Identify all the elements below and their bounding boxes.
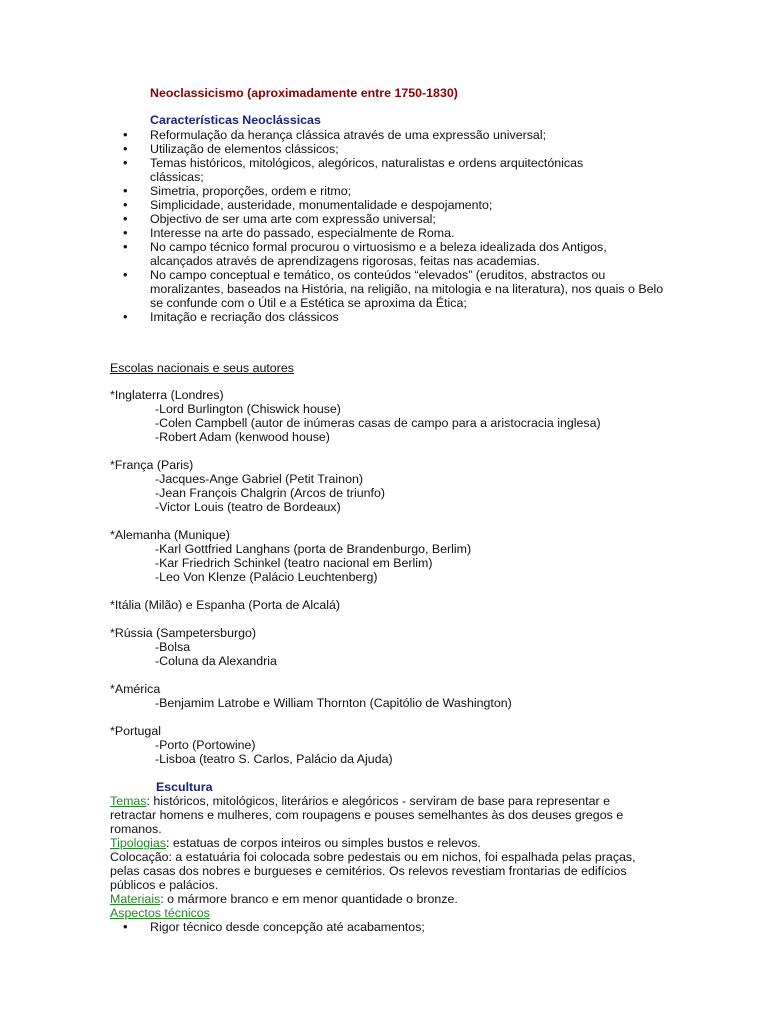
temas-text: : históricos, mitológicos, literários e alegóricos - serviram de base para representar e retractar homens e mulheres, com roupagens e pouses semelhantes às dos deuses gregos e romanos. — [110, 794, 624, 836]
page-title: Neoclassicismo (aproximadamente entre 1750-1830) — [150, 86, 458, 100]
author-item: -Lord Burlington (Chiswick house) — [155, 402, 341, 416]
colocacao-paragraph: Colocação: a estatuária foi colocada sobre pedestais ou em nichos, foi espalhada pelas praças, pelas casas dos nobres e burgueses e cemitérios. Os relevos revestiam frontarias de edifícios públicos e palácios. — [110, 850, 636, 892]
list-item: • Reformulação da herança clássica através de uma expressão universal; — [110, 128, 670, 142]
country-name: *Inglaterra (Londres) — [110, 388, 224, 402]
country-name: *Itália (Milão) e Espanha (Porta de Alcalá) — [110, 598, 341, 612]
author-item: -Lisboa (teatro S. Carlos, Palácio da Ajuda) — [155, 752, 393, 766]
list-item: • Simetria, proporções, ordem e ritmo; — [110, 184, 670, 198]
list-item: • Objectivo de ser uma arte com expressão universal; — [110, 212, 670, 226]
characteristics-list — [110, 128, 670, 324]
author-item: -Victor Louis (teatro de Bordeaux) — [155, 500, 341, 514]
temas-link[interactable]: Temas — [110, 794, 147, 808]
country-name: *Rússia (Sampetersburgo) — [110, 626, 256, 640]
author-item: -Benjamim Latrobe e William Thornton (Capitólio de Washington) — [155, 696, 512, 710]
author-item: -Jacques-Ange Gabriel (Petit Trainon) — [155, 472, 363, 486]
list-item: • Rigor técnico desde concepção até acabamentos; — [110, 920, 670, 934]
aspectos-link[interactable]: Aspectos técnicos — [110, 906, 210, 920]
temas-paragraph — [110, 794, 658, 836]
list-item: • No campo técnico formal procurou o virtuosismo e a beleza idealizada dos Antigos, alcançados através de aprendizagens rigorosas, feitas nas academias. — [110, 240, 670, 268]
country-name: *Portugal — [110, 724, 161, 738]
tipologias-text: : estatuas de corpos inteiros ou simples bustos e relevos. — [166, 836, 481, 850]
tipologias-link[interactable]: Tipologias — [110, 836, 167, 850]
country-name: *América — [110, 682, 161, 696]
author-item: -Leo Von Klenze (Palácio Leuchtenberg) — [155, 570, 378, 584]
author-item: -Robert Adam (kenwood house) — [155, 430, 330, 444]
tipologias-paragraph — [110, 836, 658, 850]
aspectos-paragraph — [110, 906, 658, 920]
materiais-link[interactable]: Materiais — [110, 892, 161, 906]
author-item: -Karl Gottfried Langhans (porta de Brandenburgo, Berlim) — [155, 542, 472, 556]
author-item: -Colen Campbell (autor de inúmeras casas de campo para a aristocracia inglesa) — [155, 416, 601, 430]
list-item: • Imitação e recriação dos clássicos — [110, 310, 670, 324]
materiais-text: : o mármore branco e em menor quantidade o bronze. — [160, 892, 458, 906]
list-item: • Interesse na arte do passado, especialmente de Roma. — [110, 226, 670, 240]
author-item: -Kar Friedrich Schinkel (teatro nacional em Berlim) — [155, 556, 433, 570]
author-item: -Coluna da Alexandria — [155, 654, 277, 668]
aspectos-list — [110, 920, 670, 934]
author-item: -Jean François Chalgrin (Arcos de triunfo) — [155, 486, 386, 500]
author-item: -Porto (Portowine) — [155, 738, 256, 752]
list-item: • Temas históricos, mitológicos, alegóricos, naturalistas e ordens arquitectónicas clássicas; — [110, 156, 670, 184]
sculpture-heading: Escultura — [156, 780, 213, 794]
characteristics-heading: Características Neoclássicas — [150, 113, 321, 127]
country-name: *França (Paris) — [110, 458, 194, 472]
schools-heading: Escolas nacionais e seus autores — [110, 361, 294, 375]
list-item: • No campo conceptual e temático, os conteúdos “elevados” (eruditos, abstractos ou moralizantes, baseados na História, na religião, na mitologia e na literatura), nos quais o Belo se confunde com o Útil e a Estética se aproxima da Ética; — [110, 268, 670, 310]
list-item: • Simplicidade, austeridade, monumentalidade e despojamento; — [110, 198, 670, 212]
author-item: -Bolsa — [155, 640, 191, 654]
country-name: *Alemanha (Munique) — [110, 528, 230, 542]
materiais-paragraph — [110, 892, 658, 906]
list-item: • Utilização de elementos clássicos; — [110, 142, 670, 156]
